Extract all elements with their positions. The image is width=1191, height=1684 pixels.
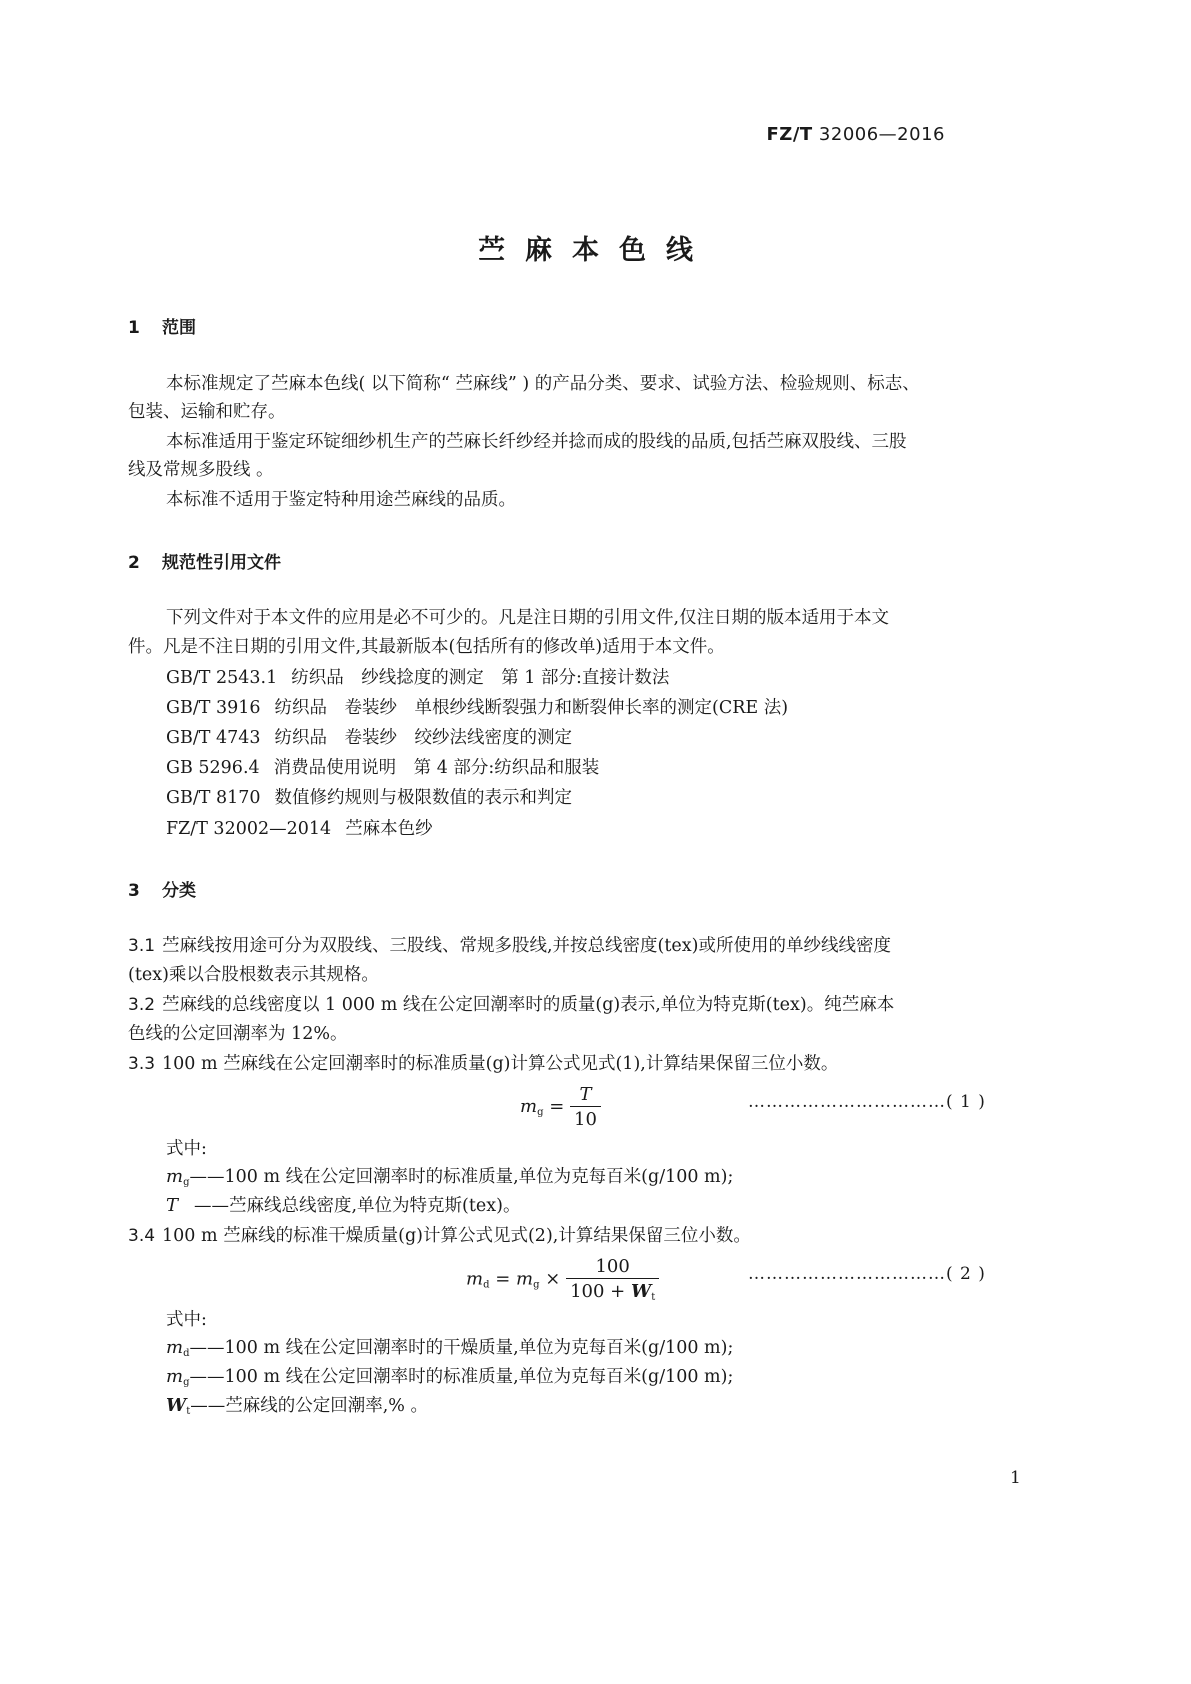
equation-term-subscript: g: [533, 1279, 540, 1291]
symbol: T: [166, 1195, 179, 1216]
paragraph: 件。凡是不注日期的引用文件,其最新版本(包括所有的修改单)适用于本文件。: [128, 637, 725, 657]
numerator: 100: [566, 1256, 659, 1279]
section-number: 1: [128, 318, 140, 338]
reference-code: GB 5296.4: [166, 758, 260, 778]
section-number: 3: [128, 881, 140, 901]
equation-lhs-subscript: g: [537, 1107, 544, 1118]
equation-1-number: [748, 1092, 986, 1112]
clause-number: 3.3: [128, 1054, 156, 1074]
definition-text: ——苎麻线的公定回潮率,% 。: [190, 1396, 429, 1416]
denominator-variable: W: [630, 1281, 652, 1302]
reference-item: [166, 694, 788, 719]
paragraph: 包装、运输和贮存。: [128, 402, 286, 422]
section-number: 2: [128, 553, 140, 573]
equation-lhs: m: [466, 1268, 484, 1290]
reference-item: [166, 784, 572, 809]
denominator-constant: 100 +: [570, 1281, 631, 1302]
clause-text-continued: 色线的公定回潮率为 12%。: [128, 1024, 348, 1044]
symbol: m: [166, 1366, 184, 1387]
leader-dots: ……………………………: [748, 1092, 946, 1112]
equals-sign: =: [495, 1268, 511, 1290]
clause-text: 100 m 苎麻线的标准干燥质量(g)计算公式见式(2),计算结果保留三位小数。: [162, 1226, 751, 1246]
clause-3-1: [128, 932, 891, 960]
reference-title: 纺织品 卷装纱 绞纱法线密度的测定: [274, 728, 573, 748]
reference-title: 纺织品 纱线捻度的测定 第 1 部分:直接计数法: [291, 668, 670, 688]
denominator-subscript: t: [651, 1292, 656, 1303]
definition-text: ——苎麻线总线密度,单位为特克斯(tex)。: [194, 1196, 521, 1216]
symbol-subscript: g: [183, 1177, 190, 1188]
fraction: [566, 1256, 659, 1303]
clause-number: 3.1: [128, 936, 156, 956]
equation-1: [520, 1084, 601, 1130]
section-3-heading: [128, 876, 196, 901]
clause-number: 3.2: [128, 995, 156, 1015]
denominator: [566, 1279, 659, 1303]
reference-item: [166, 754, 599, 779]
reference-title: 数值修约规则与极限数值的表示和判定: [274, 788, 573, 808]
definition-text: ——100 m 线在公定回潮率时的标准质量,单位为克每百米(g/100 m);: [189, 1367, 734, 1387]
fraction: [570, 1084, 601, 1130]
reference-code: GB/T 3916: [166, 698, 261, 718]
standard-prefix: FZ/T: [766, 124, 813, 145]
paragraph: 下列文件对于本文件的应用是必不可少的。凡是注日期的引用文件,仅注日期的版本适用于本文: [166, 608, 890, 628]
definition-text: ——100 m 线在公定回潮率时的标准质量,单位为克每百米(g/100 m);: [189, 1167, 734, 1187]
equation-2-number: [748, 1264, 986, 1284]
clause-text: 苎麻线的总线密度以 1 000 m 线在公定回潮率时的质量(g)表示,单位为特克斯(tex)。纯苎麻本: [162, 995, 895, 1015]
reference-item: [166, 724, 572, 749]
clause-3-4: [128, 1222, 751, 1250]
document-title: 苎麻本色线: [478, 235, 713, 266]
symbol: W: [166, 1395, 187, 1416]
paragraph: 本标准不适用于鉴定特种用途苎麻线的品质。: [166, 490, 516, 510]
section-title: 范围: [162, 318, 196, 338]
symbol: m: [166, 1337, 184, 1358]
definition-text: ——100 m 线在公定回潮率时的干燥质量,单位为克每百米(g/100 m);: [189, 1338, 734, 1358]
reference-code: GB/T 8170: [166, 788, 261, 808]
reference-item: [166, 664, 669, 689]
reference-title: 纺织品 卷装纱 单根纱线断裂强力和断裂伸长率的测定(CRE 法): [274, 698, 789, 718]
standard-code: [766, 124, 945, 145]
where-label: 式中:: [166, 1310, 207, 1330]
standard-number: 32006—2016: [818, 124, 945, 145]
equation-label: ( 2 ): [946, 1264, 986, 1284]
reference-title: 苎麻本色纱: [345, 819, 433, 839]
denominator: 10: [574, 1109, 597, 1130]
clause-text-continued: (tex)乘以合股根数表示其规格。: [128, 965, 379, 985]
leader-dots: ……………………………: [748, 1264, 946, 1284]
symbol-subscript: g: [183, 1377, 190, 1388]
clause-number: 3.4: [128, 1226, 156, 1246]
equation-term: m: [516, 1268, 534, 1290]
page-number: 1: [1010, 1468, 1021, 1488]
section-title: 分类: [162, 881, 196, 901]
paragraph: 线及常规多股线 。: [128, 460, 274, 480]
equation-lhs: m: [520, 1096, 538, 1117]
section-1-heading: [128, 313, 196, 338]
equation-label: ( 1 ): [946, 1092, 986, 1112]
clause-3-3: [128, 1050, 838, 1078]
equation-lhs-subscript: d: [483, 1279, 490, 1291]
symbol: m: [166, 1166, 184, 1187]
reference-code: GB/T 2543.1: [166, 668, 278, 688]
symbol-definition: [166, 1392, 428, 1426]
times-sign: ×: [545, 1268, 561, 1290]
clause-text: 苎麻线按用途可分为双股线、三股线、常规多股线,并按总线密度(tex)或所使用的单纱线线密度: [162, 936, 891, 956]
reference-code: FZ/T 32002—2014: [166, 819, 332, 839]
paragraph: 本标准规定了苎麻本色线( 以下简称“ 苎麻线” ) 的产品分类、要求、试验方法、检验规则、标志、: [166, 374, 920, 394]
clause-text: 100 m 苎麻线在公定回潮率时的标准质量(g)计算公式见式(1),计算结果保留三位小数。: [162, 1054, 839, 1074]
reference-item: [166, 815, 433, 840]
clause-3-2: [128, 991, 894, 1019]
where-label: 式中:: [166, 1139, 207, 1159]
reference-code: GB/T 4743: [166, 728, 261, 748]
symbol-subscript: t: [186, 1406, 191, 1417]
section-2-heading: [128, 548, 281, 573]
symbol-definition: [166, 1192, 520, 1220]
section-title: 规范性引用文件: [162, 553, 281, 573]
reference-title: 消费品使用说明 第 4 部分:纺织品和服装: [273, 758, 600, 778]
paragraph: 本标准适用于鉴定环锭细纱机生产的苎麻长纤纱经并捻而成的股线的品质,包括苎麻双股线、三股: [166, 432, 907, 452]
equals-sign: =: [549, 1096, 565, 1117]
equation-2: [466, 1256, 659, 1303]
numerator: T: [570, 1084, 601, 1107]
symbol-subscript: d: [183, 1348, 190, 1359]
